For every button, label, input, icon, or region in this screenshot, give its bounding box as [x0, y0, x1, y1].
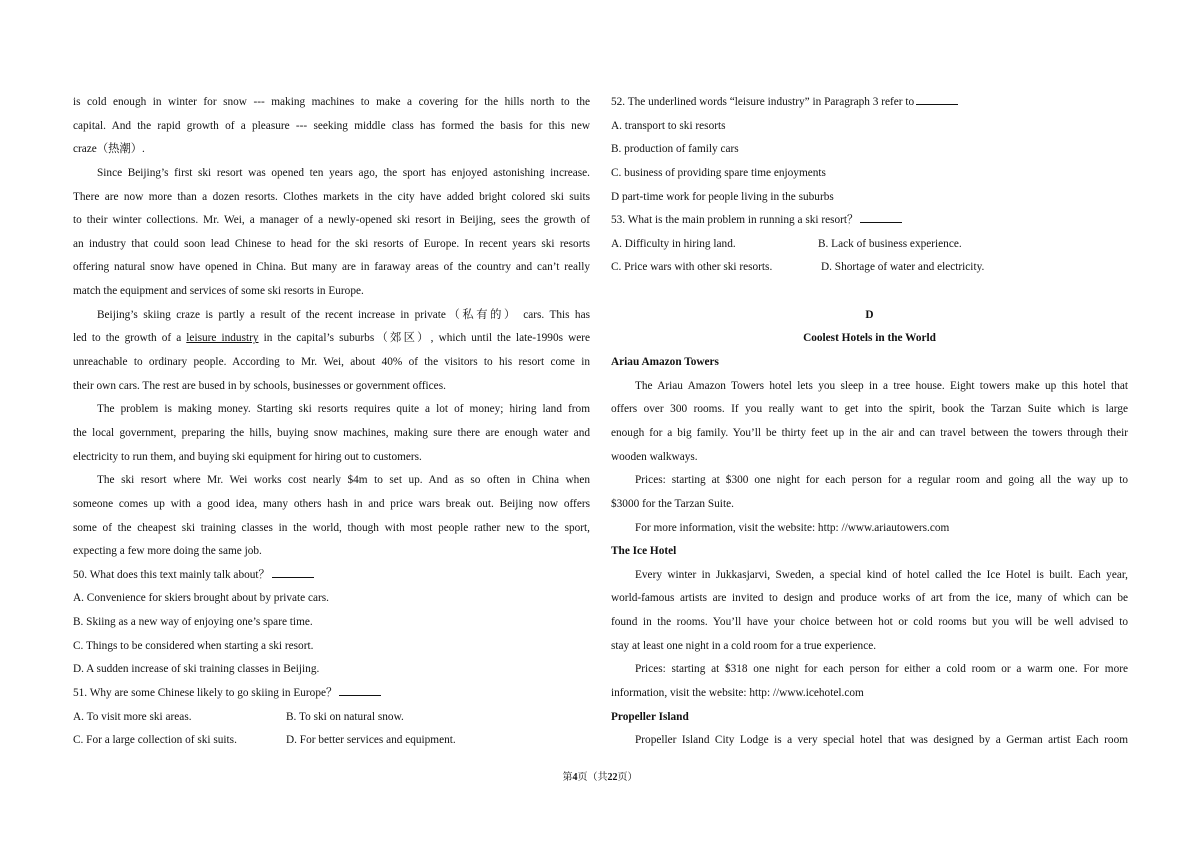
- option-b: B. Skiing as a new way of enjoying one’s spare time.: [73, 616, 313, 629]
- page-footer: [0, 771, 1200, 785]
- text-line: to their winter collections. Mr. Wei, a manager of a newly-opened ski resort in Beijing, sees the growth of: [73, 214, 590, 227]
- text-line: is cold enough in winter for snow --- making machines to make a covering for the hills north to the: [73, 96, 590, 108]
- text-line: the local government, preparing the hills, buying snow machines, making sure there are enough water and: [73, 426, 590, 439]
- text-line: their own cars. The rest are bused in by schools, businesses or government offices.: [73, 379, 446, 392]
- section-letter: D: [865, 308, 874, 321]
- text-line: craze（热潮）.: [73, 143, 145, 156]
- text-line: [73, 327, 590, 351]
- options-row: [73, 706, 590, 730]
- text-line: capital. And the rapid growth of a pleasure --- seeking middle class has formed the basis for this new: [73, 119, 590, 132]
- paragraph-2: [73, 162, 590, 304]
- question-stem: 50. What does this text mainly talk about？: [73, 568, 270, 581]
- options-row: [611, 256, 1128, 280]
- text-line: expecting a few more doing the same job.: [73, 545, 262, 558]
- question-text: [611, 209, 1128, 233]
- option-c: C. Things to be considered when starting a ski resort.: [73, 639, 314, 652]
- website-line: For more information, visit the website: http: //www.ariautowers.com: [635, 521, 950, 534]
- text-line: Prices: starting at $318 one night for each person for either a cold room or a warm one. For more: [635, 663, 1128, 676]
- text-line: match the equipment and services of some ski resorts in Europe.: [73, 285, 364, 298]
- option-d: D part-time work for people living in the suburbs: [611, 190, 834, 203]
- text-line: offers over 300 rooms. If you really want to get into the spirit, book the Tarzan Suite which is large: [611, 403, 1128, 416]
- option-b: B. Lack of business experience.: [818, 237, 962, 250]
- right-column: [611, 91, 1128, 753]
- text-line: The ski resort where Mr. Wei works cost nearly $4m to set up. And as so often in China when: [97, 474, 590, 487]
- footer-text: 页）: [617, 772, 638, 783]
- question-51: [73, 682, 590, 753]
- hotel-name: Ariau Amazon Towers: [611, 356, 719, 369]
- text-line: found in the rooms. You’ll have your choice between hot or cold rooms but you will be well advised to: [611, 616, 1128, 629]
- question-stem: 52. The underlined words “leisure industry” in Paragraph 3 refer to: [611, 96, 915, 108]
- text-line: The Ariau Amazon Towers hotel lets you sleep in a tree house. Eight towers make up this hotel that: [635, 379, 1128, 392]
- option-c: C. For a large collection of ski suits.: [73, 734, 237, 747]
- option-b: B. To ski on natural snow.: [286, 710, 404, 723]
- text-line: Beijing’s skiing craze is partly a result of the recent increase in private（私有的） cars. This has: [97, 308, 590, 321]
- footer-text: 第: [562, 772, 573, 783]
- page-number: 4: [572, 772, 578, 783]
- total-pages: 22: [607, 772, 618, 783]
- website-line: information, visit the website: http: //www.icehotel.com: [611, 687, 864, 700]
- question-stem: 51. Why are some Chinese likely to go skiing in Europe？: [73, 687, 338, 700]
- hotel-name: The Ice Hotel: [611, 545, 677, 558]
- option-d: D. For better services and equipment.: [286, 734, 456, 747]
- text-line: world-famous artists are invited to design and produce works of art from the ice, many of which can be: [611, 592, 1128, 605]
- question-stem: 53. What is the main problem in running a ski resort？: [611, 214, 859, 227]
- hotel-name: Propeller Island: [611, 710, 689, 723]
- text-line: offering natural snow have opened in China. But many are in faraway areas of the country and can’t really: [73, 261, 590, 274]
- option-b: B. production of family cars: [611, 143, 739, 156]
- question-text: [73, 564, 590, 588]
- question-52: [611, 91, 1128, 209]
- text-line: Every winter in Jukkasjarvi, Sweden, a special kind of hotel called the Ice Hotel is built. Each year,: [635, 568, 1128, 581]
- question-text: [73, 682, 590, 706]
- underlined-term: leisure industry: [186, 332, 259, 345]
- text-line: an industry that could soon lead Chinese to head for the ski resorts of Europe. In recent years ski resorts: [73, 237, 590, 250]
- option-d: D. A sudden increase of ski training classes in Beijing.: [73, 663, 320, 676]
- text-segment: in the capital’s suburbs（郊区）, which until the late-1990s were: [258, 332, 590, 345]
- text-line: There are now more than a dozen resorts. Clothes markets in the city have added bright colored ski suits: [73, 190, 590, 203]
- paragraph-4: [73, 398, 590, 469]
- answer-blank: [860, 212, 902, 223]
- left-column: [73, 91, 590, 753]
- option-c: C. business of providing spare time enjoyments: [611, 166, 826, 179]
- text-line: Since Beijing’s first ski resort was opened ten years ago, the sport has enjoyed astonishing increase.: [97, 166, 590, 179]
- paragraph-3: [73, 304, 590, 399]
- text-line: Propeller Island City Lodge is a very special hotel that was designed by a German artist Each room: [635, 734, 1128, 747]
- paragraph-5: [73, 469, 590, 564]
- option-c: C. Price wars with other ski resorts.: [611, 261, 773, 274]
- text-line: The problem is making money. Starting ski resorts requires quite a lot of money; hiring land from: [97, 403, 590, 416]
- text-line: someone comes up with a good idea, many others hash in and price wars break out. Beijing now offers: [73, 497, 590, 510]
- answer-blank: [916, 94, 958, 105]
- text-line: wooden walkways.: [611, 450, 698, 463]
- text-line: stay at least one night in a cold room for a true experience.: [611, 639, 877, 652]
- question-50: [73, 564, 590, 682]
- options-row: [73, 729, 590, 753]
- text-line: $3000 for the Tarzan Suite.: [611, 497, 734, 510]
- option-a: A. Convenience for skiers brought about by private cars.: [73, 592, 329, 605]
- answer-blank: [339, 685, 381, 696]
- hotel-ice: [611, 540, 1128, 705]
- options-row: [611, 233, 1128, 257]
- text-line: enough for a big family. You’ll be thirty feet up in the air and can travel between the towers through their: [611, 426, 1128, 439]
- question-53: [611, 209, 1128, 280]
- paragraph-1: [73, 91, 590, 162]
- hotel-ariau: [611, 351, 1128, 540]
- text-line: electricity to run them, and buying ski equipment for hiring out to customers.: [73, 450, 422, 463]
- footer-text: 页（共: [577, 772, 608, 783]
- option-a: A. transport to ski resorts: [611, 119, 726, 132]
- option-a: A. To visit more ski areas.: [73, 710, 192, 723]
- question-text: [611, 91, 1128, 115]
- text-line: some of the cheapest ski training classes in the world, though with most people rather new to the sport,: [73, 521, 590, 534]
- text-segment: led to the growth of a: [73, 332, 187, 345]
- text-line: Prices: starting at $300 one night for each person for a regular room and going all the way up to: [635, 474, 1128, 487]
- option-a: A. Difficulty in hiring land.: [611, 237, 736, 250]
- section-title: Coolest Hotels in the World: [803, 332, 936, 345]
- text-line: unreachable to ordinary people. According to Mr. Wei, about 40% of the visitors to his resort come in: [73, 356, 590, 369]
- spacer: [611, 280, 1128, 304]
- answer-blank: [272, 567, 314, 578]
- option-d: D. Shortage of water and electricity.: [821, 261, 985, 274]
- hotel-propeller: [611, 706, 1128, 753]
